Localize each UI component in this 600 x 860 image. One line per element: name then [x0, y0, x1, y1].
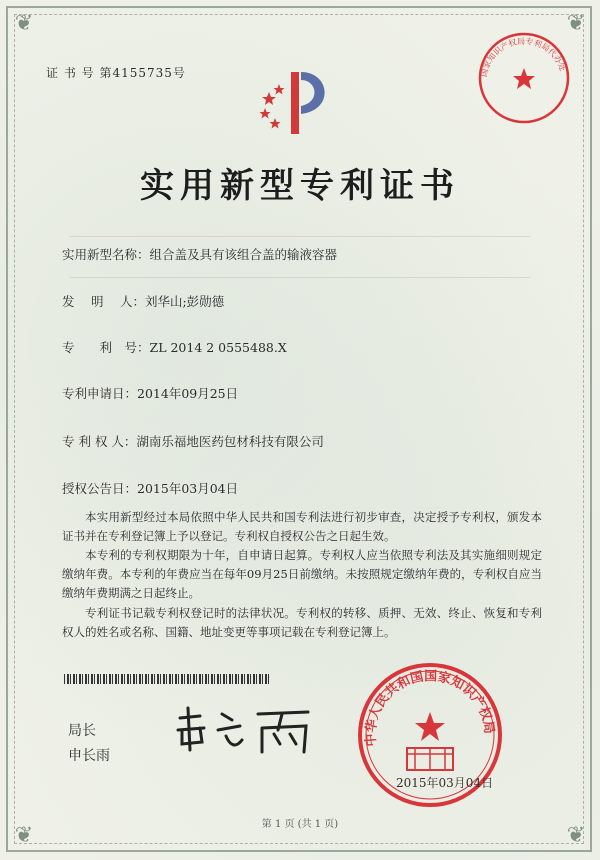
field-label: 专 利 权 人：: [62, 434, 137, 449]
certificate-number: 证 书 号 第4155735号: [46, 66, 186, 80]
page-footer: 第 1 页 (共 1 页): [261, 819, 339, 830]
field-label: 发 明 人：: [62, 294, 145, 309]
seal-text: 国家知识产权局专利局代办处: [479, 36, 568, 78]
field-label: 授权公告日：: [62, 481, 138, 496]
body-paragraph-3: 专利证书记载专利权登记时的法律状况。专利权的转移、质押、无效、终止、恢复和专利权人的姓名或名称、国籍、地址变更等事项记载在专利登记簿上。: [62, 606, 542, 639]
sipo-logo-icon: [255, 62, 345, 142]
field-value: 刘华山;彭勋德: [144, 294, 225, 309]
body-paragraph-2: 本专利的专利权期限为十年，自申请日起算。专利权人应当依照专利法及其实施细则规定缴纳年费。本专利的年费应当在每年09月25日前缴纳。未按照规定缴纳年费的，专利权自应当缴纳年费期满之日起终止。: [62, 548, 542, 600]
field-value: 湖南乐福地医药包材科技有限公司: [136, 434, 324, 449]
signature-name: 申长雨: [68, 748, 110, 764]
barcode: [64, 674, 270, 684]
field-label: 专利申请日：: [62, 386, 138, 401]
agency-seal-icon: [476, 30, 572, 126]
corner-ornament-icon: ❦: [566, 823, 586, 848]
field-value: 2014年09月25日: [137, 386, 239, 401]
inventor-field: [62, 292, 224, 310]
patent-number-field: [62, 338, 287, 356]
utility-model-name-field: [62, 245, 337, 263]
corner-ornament-icon: ❦: [14, 823, 34, 848]
publication-date-field: [62, 479, 238, 497]
corner-ornament-icon: ❦: [566, 11, 586, 36]
handwritten-signature: [170, 700, 320, 760]
corner-ornament-icon: ❦: [14, 11, 34, 36]
field-value: ZL 2014 2 0555488.X: [149, 340, 287, 355]
seal-text: 中华人民共和国国家知识产权局: [363, 669, 497, 748]
body-paragraph-1: 本实用新型经过本局依照中华人民共和国专利法进行初步审查，决定授予专利权，颁发本证书并在专利登记簿上予以登记。专利权自授权公告之日起生效。: [62, 510, 542, 543]
field-value: 组合盖及具有该组合盖的输液容器: [149, 247, 338, 262]
field-label: 实用新型名称：: [62, 247, 150, 262]
stamp-date: 2015年03月04日: [396, 776, 494, 790]
field-label: 专 利 号：: [62, 340, 150, 355]
patentee-field: [62, 432, 324, 450]
signature-title: 局长: [68, 723, 96, 739]
field-value: 2015年03月04日: [137, 481, 239, 496]
certificate-title: 实用新型专利证书: [140, 166, 460, 206]
application-date-field: [62, 384, 238, 402]
